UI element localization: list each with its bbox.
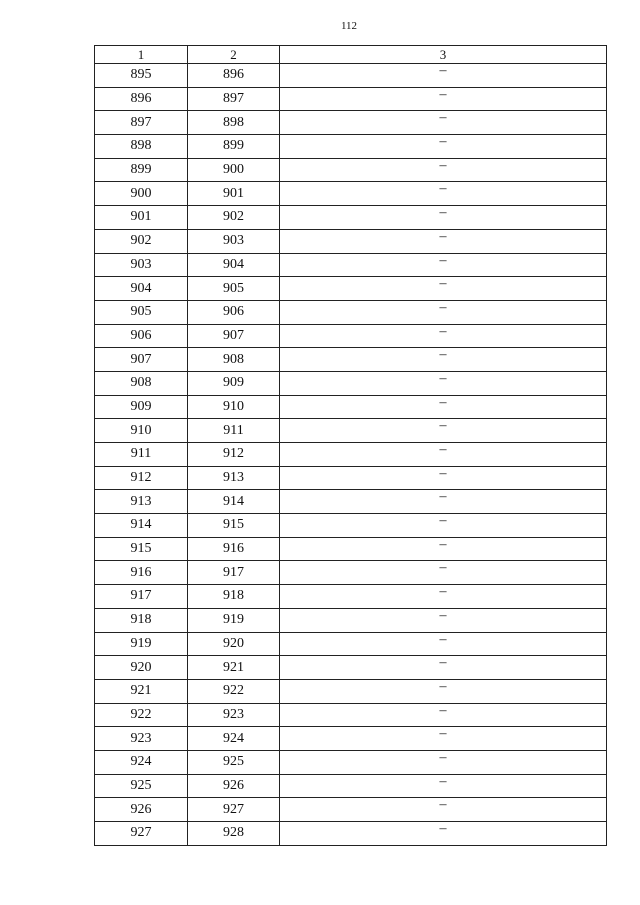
cell-col-1: 913 — [95, 490, 188, 514]
cell-col-1: 898 — [95, 135, 188, 159]
cell-col-3: – — [280, 798, 607, 822]
cell-col-3: – — [280, 774, 607, 798]
table-row — [95, 537, 607, 561]
cell-col-1: 919 — [95, 632, 188, 656]
cell-col-1: 915 — [95, 537, 188, 561]
cell-col-2: 913 — [188, 466, 280, 490]
table-row — [95, 798, 607, 822]
table-row — [95, 443, 607, 467]
cell-col-1: 907 — [95, 348, 188, 372]
cell-col-1: 921 — [95, 679, 188, 703]
cell-col-1: 902 — [95, 229, 188, 253]
cell-col-2: 910 — [188, 395, 280, 419]
cell-col-2: 925 — [188, 750, 280, 774]
cell-col-2: 906 — [188, 300, 280, 324]
cell-col-1: 910 — [95, 419, 188, 443]
cell-col-2: 901 — [188, 182, 280, 206]
header-row — [95, 46, 607, 64]
cell-col-1: 906 — [95, 324, 188, 348]
cell-col-2: 928 — [188, 822, 280, 846]
cell-col-1: 914 — [95, 514, 188, 538]
cell-col-2: 900 — [188, 158, 280, 182]
table-row — [95, 608, 607, 632]
cell-col-2: 924 — [188, 727, 280, 751]
cell-col-1: 927 — [95, 822, 188, 846]
table-row — [95, 182, 607, 206]
cell-col-3: – — [280, 111, 607, 135]
cell-col-2: 919 — [188, 608, 280, 632]
table-row — [95, 632, 607, 656]
cell-col-2: 916 — [188, 537, 280, 561]
cell-col-1: 909 — [95, 395, 188, 419]
cell-col-3: – — [280, 348, 607, 372]
table-row — [95, 135, 607, 159]
cell-col-2: 909 — [188, 371, 280, 395]
table-row — [95, 206, 607, 230]
cell-col-3: – — [280, 679, 607, 703]
table-row — [95, 585, 607, 609]
column-header-1: 1 — [95, 46, 188, 64]
cell-col-1: 895 — [95, 64, 188, 88]
cell-col-1: 897 — [95, 111, 188, 135]
table-row — [95, 750, 607, 774]
table-row — [95, 656, 607, 680]
cell-col-2: 917 — [188, 561, 280, 585]
cell-col-3: – — [280, 608, 607, 632]
table-row — [95, 277, 607, 301]
cell-col-1: 896 — [95, 87, 188, 111]
table-row — [95, 300, 607, 324]
cell-col-2: 899 — [188, 135, 280, 159]
cell-col-1: 901 — [95, 206, 188, 230]
table-body — [95, 64, 607, 846]
cell-col-3: – — [280, 182, 607, 206]
cell-col-2: 920 — [188, 632, 280, 656]
cell-col-1: 904 — [95, 277, 188, 301]
cell-col-1: 905 — [95, 300, 188, 324]
table-row — [95, 64, 607, 88]
table-row — [95, 703, 607, 727]
table-row — [95, 822, 607, 846]
cell-col-3: – — [280, 300, 607, 324]
cell-col-1: 917 — [95, 585, 188, 609]
cell-col-3: – — [280, 656, 607, 680]
table-row — [95, 371, 607, 395]
table-row — [95, 514, 607, 538]
cell-col-1: 916 — [95, 561, 188, 585]
table-row — [95, 419, 607, 443]
cell-col-3: – — [280, 64, 607, 88]
table-row — [95, 253, 607, 277]
cell-col-3: – — [280, 561, 607, 585]
cell-col-1: 899 — [95, 158, 188, 182]
cell-col-3: – — [280, 87, 607, 111]
cell-col-2: 903 — [188, 229, 280, 253]
cell-col-2: 911 — [188, 419, 280, 443]
cell-col-2: 902 — [188, 206, 280, 230]
cell-col-1: 918 — [95, 608, 188, 632]
table-header — [95, 46, 607, 64]
table-row — [95, 348, 607, 372]
table-row — [95, 727, 607, 751]
cell-col-3: – — [280, 395, 607, 419]
cell-col-1: 925 — [95, 774, 188, 798]
cell-col-3: – — [280, 253, 607, 277]
table-row — [95, 87, 607, 111]
column-header-3: 3 — [280, 46, 607, 64]
table-row — [95, 679, 607, 703]
cell-col-2: 898 — [188, 111, 280, 135]
cell-col-3: – — [280, 466, 607, 490]
cell-col-3: – — [280, 158, 607, 182]
cell-col-3: – — [280, 632, 607, 656]
cell-col-3: – — [280, 585, 607, 609]
cell-col-3: – — [280, 443, 607, 467]
cell-col-2: 908 — [188, 348, 280, 372]
table-row — [95, 561, 607, 585]
cell-col-3: – — [280, 750, 607, 774]
table-row — [95, 158, 607, 182]
cell-col-1: 903 — [95, 253, 188, 277]
cell-col-3: – — [280, 537, 607, 561]
cell-col-2: 922 — [188, 679, 280, 703]
cell-col-2: 912 — [188, 443, 280, 467]
cell-col-3: – — [280, 324, 607, 348]
table-row — [95, 395, 607, 419]
table-row — [95, 490, 607, 514]
cell-col-1: 900 — [95, 182, 188, 206]
cell-col-2: 905 — [188, 277, 280, 301]
cell-col-2: 915 — [188, 514, 280, 538]
cell-col-1: 922 — [95, 703, 188, 727]
cell-col-3: – — [280, 135, 607, 159]
cell-col-1: 908 — [95, 371, 188, 395]
cell-col-3: – — [280, 371, 607, 395]
cell-col-1: 911 — [95, 443, 188, 467]
cell-col-2: 896 — [188, 64, 280, 88]
table-row — [95, 774, 607, 798]
cell-col-3: – — [280, 727, 607, 751]
cell-col-3: – — [280, 206, 607, 230]
cell-col-1: 920 — [95, 656, 188, 680]
cell-col-2: 907 — [188, 324, 280, 348]
cell-col-2: 897 — [188, 87, 280, 111]
cell-col-1: 926 — [95, 798, 188, 822]
cell-col-3: – — [280, 822, 607, 846]
cell-col-3: – — [280, 277, 607, 301]
cell-col-3: – — [280, 514, 607, 538]
table-row — [95, 111, 607, 135]
data-table — [94, 45, 607, 846]
cell-col-3: – — [280, 419, 607, 443]
cell-col-3: – — [280, 490, 607, 514]
cell-col-2: 914 — [188, 490, 280, 514]
page-number: 112 — [340, 20, 358, 32]
cell-col-1: 912 — [95, 466, 188, 490]
column-header-2: 2 — [188, 46, 280, 64]
cell-col-2: 923 — [188, 703, 280, 727]
cell-col-1: 924 — [95, 750, 188, 774]
cell-col-3: – — [280, 703, 607, 727]
table-row — [95, 324, 607, 348]
cell-col-2: 927 — [188, 798, 280, 822]
cell-col-2: 918 — [188, 585, 280, 609]
table-row — [95, 466, 607, 490]
cell-col-2: 921 — [188, 656, 280, 680]
table-row — [95, 229, 607, 253]
cell-col-3: – — [280, 229, 607, 253]
cell-col-2: 904 — [188, 253, 280, 277]
cell-col-1: 923 — [95, 727, 188, 751]
cell-col-2: 926 — [188, 774, 280, 798]
